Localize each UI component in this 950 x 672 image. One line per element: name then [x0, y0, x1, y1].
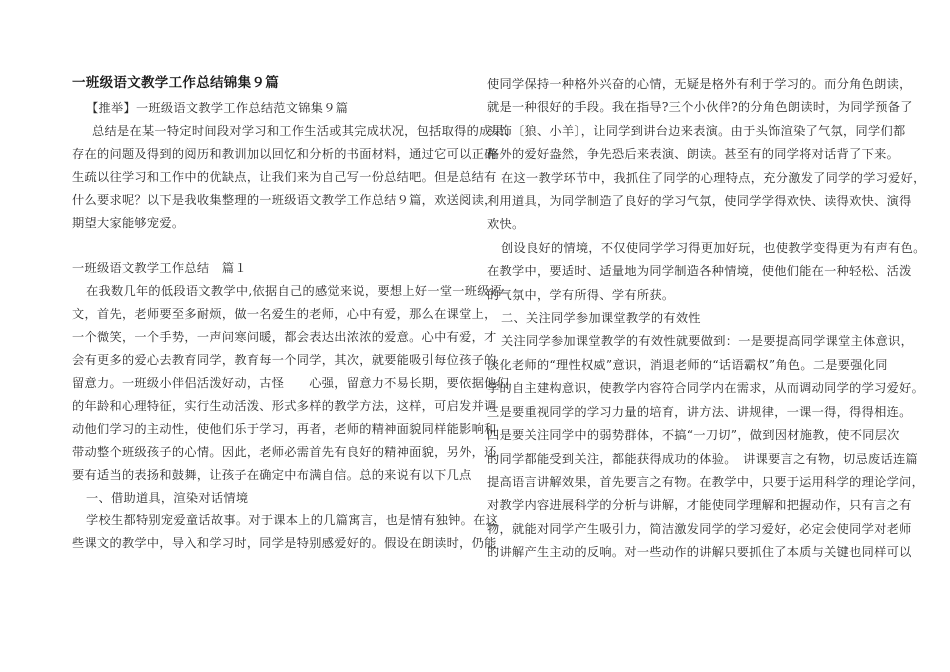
paragraph-line: 的同学都能受到关注，都能获得成功的体验。 讲课要言之有物，切忌废话连篇	[487, 451, 918, 466]
paragraph-line: 四是要关注同学中的弱势群体，不搞“一刀切”，做到因材施教，使不同层次	[487, 428, 900, 443]
paragraph-line	[72, 234, 454, 257]
paragraph-line: 提高语言讲解效果，首先要言之有物。在教学中，只要于运用科学的理论学问，	[487, 474, 925, 489]
paragraph-line: 对教学内容进展科学的分析与讲解，才能使同学理解和把握动作，只有言之有	[487, 498, 912, 513]
paragraph-line: 生疏以往学习和工作中的优缺点，让我们来为自己写一份总结吧。但是总结有	[72, 169, 497, 184]
paragraph-line: 在教学中，要适时、适量地为同学制造各种情境，使他们能在一种轻松、活泼	[487, 264, 912, 279]
document-title: 一班级语文教学工作总结锦集９篇	[72, 75, 279, 91]
paragraph-line: 要有适当的表扬和鼓舞，让孩子在确定中布满自信。总的来说有以下几点	[72, 467, 472, 482]
paragraph-line: 头饰〔狼、小羊〕，让同学到讲台边来表演。由于头饰渲染了气氛，同学们都	[487, 123, 906, 138]
paragraph-line: 一班级语文教学工作总结 篇１	[72, 261, 247, 276]
paragraph-line: 物，就能对同学产生吸引力，简洁激发同学的学习爱好，必定会使同学对老师	[487, 521, 912, 536]
paragraph-line: 淡化老师的“理性权威”意识，消退老师的“话语霸权”角色。二是要强化同	[487, 357, 888, 372]
paragraph-line: 的气氛中，学有所得、学有所获。	[487, 287, 675, 302]
paragraph-line: 就是一种很好的手段。我在指导?三个小伙伴?的分角色朗读时，为同学预备了	[487, 100, 913, 115]
right-column-text	[487, 73, 926, 565]
paragraph-line: 创设良好的情境，不仅使同学学习得更加好玩，也使教学变得更为有声有色。	[501, 240, 926, 255]
paragraph-line: 带动整个班级孩子的心情。因此，老师必需首先有良好的精神面貌，另外，还	[72, 444, 497, 459]
paragraph-line: 在我数几年的低段语文教学中,依据自己的感觉来说，要想上好一堂一班级语	[86, 284, 503, 299]
paragraph-line: 二、关注同学参加课堂教学的有效性	[501, 311, 701, 326]
paragraph-line: 什么要求呢？以下是我收集整理的一班级语文教学工作总结９篇，欢送阅读，	[72, 192, 497, 207]
paragraph-line: 关注同学参加课堂教学的有效性就要做到：一是要提高同学课堂主体意识，	[501, 334, 914, 349]
paragraph-line: 存在的问题及得到的阅历和教训加以回忆和分析的书面材料，通过它可以正确	[72, 146, 497, 161]
paragraph-line: 的讲解产生主动的反响。对一些动作的讲解只要抓住了本质与关键也同样可以	[487, 545, 912, 560]
paragraph-line: 【推举】一班级语文教学工作总结范文锦集９篇	[86, 101, 349, 115]
paragraph-line: 利用道具，为同学制造了良好的学习气氛，使同学学得欢快、读得欢快、演得	[487, 194, 912, 209]
right-column	[487, 73, 926, 565]
paragraph-line: 使同学保持一种格外兴奋的心情，无疑是格外有利于学习的。而分角色朗读，	[487, 77, 912, 91]
paragraph-line: 会有更多的爱心去教育同学，教育每一个同学，其次，就要能吸引每位孩子的	[72, 353, 497, 368]
paragraph-line: 留意力。一班级小伴侣活泼好动，古怪 心强，留意力不易长期，要依据他们	[72, 375, 510, 390]
paragraph-line: 学的自主建构意识，使教学内容符合同学内在需求，从而调动同学的学习爱好。	[487, 381, 925, 396]
paragraph-line: 三是要重视同学的学习力量的培育，讲方法、讲规律，一课一得，得得相连。	[487, 404, 912, 419]
paragraph-line: 总结是在某一特定时间段对学习和工作生活或其完成状况，包括取得的成果、	[92, 123, 517, 138]
paragraph-line: 一个微笑，一个手势，一声问寒问暖，都会表达出浓浓的爱意。心中有爱，才	[72, 330, 497, 345]
paragraph-line: 在这一教学环节中，我抓住了同学的心理特点，充分激发了同学的学习爱好，	[501, 170, 926, 185]
paragraph-line: 期望大家能够宠爱。	[72, 215, 185, 230]
paragraph-line: 学校生都特别宠爱童话故事。对于课本上的几篇寓言，也是情有独钟。在这	[86, 513, 499, 528]
paragraph-line: 一、借助道具，渲染对话情境	[86, 490, 249, 505]
paragraph-line: 动他们学习的主动性，使他们乐于学习，再者，老师的精神面貌同样能影响和	[72, 421, 497, 436]
paragraph-line: 格外的爱好盎然，争先恐后来表演、朗读。甚至有的同学将对话背了下来。	[487, 147, 900, 162]
paragraph-line: 些课文的教学中，导入和学习时，同学是特别感爱好的。假设在朗读时，仍能	[72, 536, 497, 551]
paragraph-line: 的年龄和心理特征，实行生动活泼、形式多样的教学方法，这样，可启发并调	[72, 398, 497, 413]
paragraph-line: 欢快。	[487, 217, 525, 232]
paragraph-line: 文，首先，老师要至多耐烦，做一名爱生的老师，心中有爱，那么在课堂上，	[72, 307, 497, 322]
